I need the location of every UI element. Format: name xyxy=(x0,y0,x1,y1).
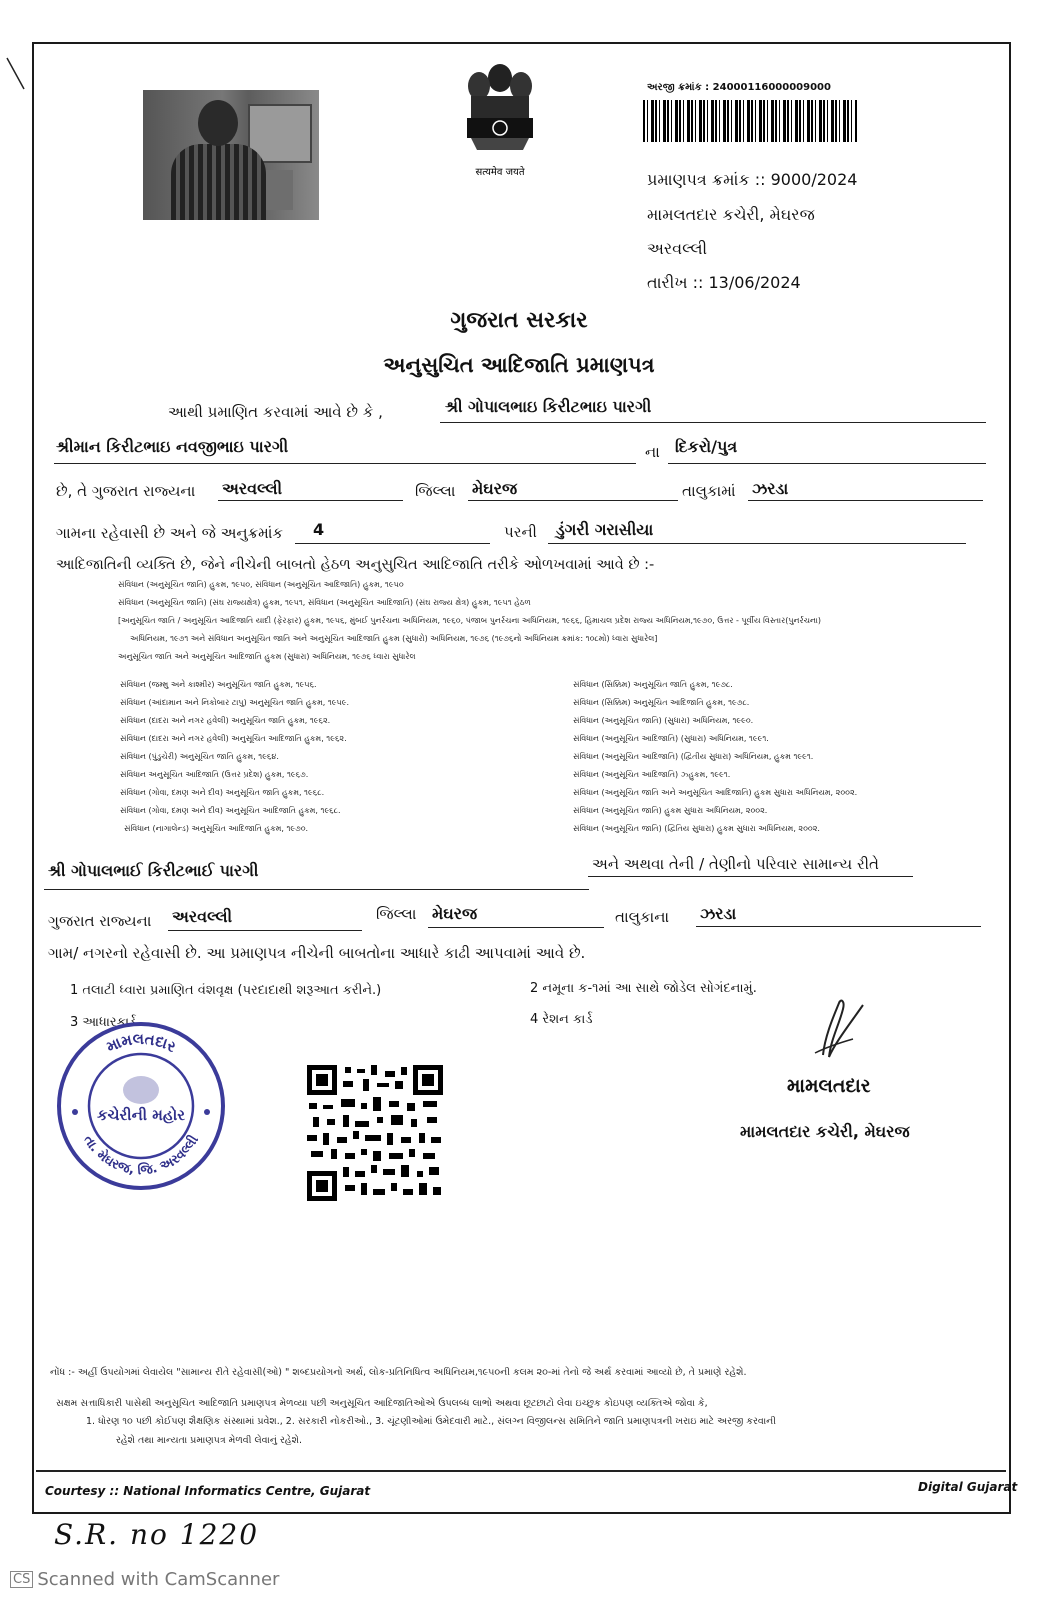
underline xyxy=(696,926,981,927)
taluka-label-2: તાલુકાના xyxy=(615,908,670,926)
certify-label: આથી પ્રમાણિત કરવામાં આવે છે કે , xyxy=(168,403,383,421)
village-value: ઝરડા xyxy=(752,479,789,498)
serial-number: 4 xyxy=(313,520,325,539)
application-number: અરજી ક્રમાંક : 24000116000009000 xyxy=(647,82,831,93)
basis-sentence: ગામ/ નગરનો રહેવાસી છે. આ પ્રમાણપત્ર નીચેની બાબતોના આધારે કાઢી આપવામાં આવે છે. xyxy=(48,944,586,962)
order-left: સંવિધાન અનુસૂચિત આદિજાતિ (ઉત્તર પ્રદેશ) હુકમ, ૧૯૬૭. xyxy=(120,770,309,779)
scanner-watermark xyxy=(10,1569,279,1590)
village-value-2: ઝરડા xyxy=(700,904,737,923)
district-value-2: અરવલ્લી xyxy=(172,907,233,926)
district-value: અરવલ્લી xyxy=(222,479,283,498)
emblem-caption: सत्यमेव जयते xyxy=(475,167,525,178)
order-right: સંવિધાન (અનુસૂચિત જાતિ) (દ્વિતિય સુધારા) હુકમ સુધારા અધિનિયમ, ૨૦૦૨. xyxy=(573,824,820,833)
order-left: સંવિધાન (દાદરા અને નગર હવેલી) અનુસૂચિત જાતિ હુકમ, ૧૯૬૨. xyxy=(120,716,331,725)
order-right: સંવિધાન (અનુસૂચિત જાતિ) (સુધારા) અધિનિયમ, ૧૯૯૦. xyxy=(573,716,754,725)
underline xyxy=(218,500,403,501)
taluka-label: તાલુકામાં xyxy=(682,482,736,500)
note-line: 1. ધોરણ ૧૦ પછી કોઈપણ શૈક્ષણિક સંસ્થામાં પ્રવેશ., 2. સરકારી નોકરીઓ., 3. ચૂંટણીઓમાં ઉમેદવારી માટે., સંલગ્ન વિજીલન્સ સમિતિને જાતિ પ્રમાણપત્રની ખરાઇ માટે અરજી કરવાની xyxy=(86,1416,776,1427)
applicant-photo xyxy=(143,90,319,220)
order-line: અનુસૂચિત જાતિ અને અનુસૂચિત આદિજાતિ હુકમ (સુધારા) અધિનિયમ, ૧૯૭૬ ધ્વારા સુધારેલ xyxy=(118,652,416,661)
office-seal-stamp xyxy=(55,1020,227,1192)
district-label-2: જિલ્લા xyxy=(376,905,417,923)
footer-credit: Courtesy :: National Informatics Centre, Gujarat xyxy=(45,1484,371,1498)
stamp-bottom-text: તા. મેઘરજ, જિ. અરવલ્લી xyxy=(80,1133,202,1179)
order-right: સંવિધાન (અનુસૂચિત આદિજાતિ) ઝ્હુકમ, ૧૯૯૧. xyxy=(573,770,731,779)
underline xyxy=(668,463,986,464)
order-left: સંવિધાન (આંદામાન અને નિકોબાર ટાપુ) અનુસૂચિત જાતિ હુકમ, ૧૯૫૯. xyxy=(120,698,350,707)
footer-divider xyxy=(36,1470,1006,1472)
na-label: ના xyxy=(645,443,660,461)
father-name: શ્રીમાન કિરીટભાઇ નવજીભાઇ પારગી xyxy=(56,437,289,456)
underline xyxy=(168,930,362,931)
family-text: અને અથવા તેની / તેણીનો પરિવાર સામાન્ય રીતે xyxy=(592,855,879,873)
svg-text:તા. મેઘરજ, જિ. અરવલ્લી xyxy=(80,1132,202,1179)
issue-date: તારીખ :: 13/06/2024 xyxy=(647,273,801,292)
underline xyxy=(588,876,913,877)
order-right: સંવિધાન (અનુસૂચિત આદિજાતિ) (સુધારા) અધિનિયમ, ૧૯૯૧. xyxy=(573,734,769,743)
signature xyxy=(805,995,875,1065)
issuing-district: અરવલ્લી xyxy=(647,239,708,258)
stamp-center-text: કચેરીની મહોર xyxy=(96,1106,186,1124)
order-line: [અનુસૂચિત જાતિ / અનુસૂચિત આદિજાતિ યાદી (ફેરફાર) હુકમ, ૧૯૫૬, મુંબઈ પુનર્રચના અધિનિયમ, ૧૯૬૦, પંજાબ પુનર્રચના અધિનિયમ, ૧૯૬૬, હિમાચલ પ્રદેશ રાજ્ય અધિનિયમ,૧૯૭૦, ઉત્તર - પૂર્વીય વિસ્તાર(પુનર્રચના) xyxy=(118,616,822,625)
footer-brand: Digital Gujarat xyxy=(918,1480,1018,1494)
note-line: રહેશે તથા માન્યતા પ્રમાણપત્ર મેળવી લેવાનું રહેશે. xyxy=(116,1435,302,1446)
order-left: સંવિધાન (પુંડુચેરી) અનુસૂચિત જાતિ હુકમ, ૧૯૬૪. xyxy=(120,752,279,761)
issuing-office: મામલતદાર કચેરી, મેઘરજ xyxy=(647,205,815,224)
order-right: સંવિધાન (અનુસૂચિત જાતિ અને અનુસૂચિત આદિજાતિ) હુકમ સુધારા અધિનિયમ, ૨૦૦૨. xyxy=(573,788,858,797)
underline xyxy=(295,543,490,544)
note-line: નોંધ :- અહીં ઉપયોગમાં લેવાયેલ "સામાન્ય રીતે રહેવાસી(ઓ) " શબ્દપ્રયોગનો અર્થ, લોક-પ્રતિનિધિત્વ અધિનિયમ,૧૯૫૦ની કલમ ૨૦-માં તેનો જે અર્થ કરવામાં આવ્યો છે, તે પ્રમાણે રહેશે. xyxy=(50,1367,747,1378)
order-left: સંવિધાન (ગોવા, દમણ અને દીવ) અનુસૂચિત આદિજાતિ હુકમ, ૧૯૬૮. xyxy=(120,806,341,815)
order-left: સંવિધાન (જમ્મુ અને કાશ્મીર) અનુસૂચિત જાતિ હુકમ, ૧૯૫૬. xyxy=(120,680,317,689)
barcode xyxy=(643,100,857,142)
stamp-top-text: મામલતદાર xyxy=(103,1029,179,1057)
parni-label: પરની xyxy=(504,523,537,541)
scan-mark xyxy=(4,55,28,95)
underline xyxy=(748,500,983,501)
underline xyxy=(428,927,604,928)
order-line: સંવિધાન (અનુસૂચિત જાતિ) હુકમ, ૧૯૫૦, સંવિધાન (અનુસૂચિત આદિજાતિ) હુકમ, ૧૯૫૦ xyxy=(118,580,404,589)
order-right: સંવિધાન (સિક્કિમ) અનુસૂચિત જાતિ હુકમ, ૧૯૭૮. xyxy=(573,680,733,689)
taluka-value: મેઘરજ xyxy=(472,479,518,498)
order-left: સંવિધાન (ગોવા, દમણ અને દીવ) અનુસૂચિત જાતિ હુકમ, ૧૯૬૮. xyxy=(120,788,325,797)
government-title: ગુજરાત સરકાર xyxy=(450,308,588,333)
relation: દિકરો/પુત્ર xyxy=(675,437,738,456)
resident-label: ગામના રહેવાસી છે અને જે અનુક્રમાંક xyxy=(56,524,284,542)
underline xyxy=(468,500,678,501)
svg-text:મામલતદાર xyxy=(104,1030,179,1056)
document-item: 3 આધારકાર્ડ xyxy=(70,1015,137,1030)
underline xyxy=(54,463,636,464)
tribe-name: ડુંગરી ગરાસીયા xyxy=(556,520,654,539)
order-right: સંવિધાન (સિક્કિમ) અનુસૂચિત આદિજાતિ હુકમ, ૧૯૭૮. xyxy=(573,698,750,707)
order-right: સંવિધાન (અનુસૂચિત જાતિ) હુકમ સુધારા અધિનિયમ, ૨૦૦૨. xyxy=(573,806,768,815)
signatory-office: મામલતદાર કચેરી, મેઘરજ xyxy=(740,1122,910,1141)
tribe-sentence: આદિજાતિની વ્યક્તિ છે, જેને નીચેની બાબતો હેઠળ અનુસુચિત આદિજાતિ તરીકે ઓળખવામાં આવે છે :- xyxy=(56,557,655,573)
note-line: સક્ષમ સત્તાધિકારી પાસેથી અનુસૂચિત આદિજાતિ પ્રમાણપત્ર મેળવ્યા પછી અનુસૂચિત આદિજાતિઓએ ઉપલબ્ધ લાભો અથવા છૂટછાટો લેવા ઇચ્છુક કોઇપણ વ્યક્તિએ જોવા કે, xyxy=(56,1398,708,1409)
order-line: અધિનિયમ, ૧૯૭૧ અને સંવિધાન અનુસૂચિત જાતિ અને અનુસૂચિત આદિજાતિ હુકમ (સુધારો) અધિનિયમ, ૧૯૭૬ (૧૯૭૬નો અધિનિયમ ક્રમાંક: ૧૦૮મો) ધ્વારા સુધારેલ] xyxy=(130,634,658,643)
national-emblem-icon xyxy=(457,58,543,182)
underline xyxy=(548,543,966,544)
taluka-value-2: મેઘરજ xyxy=(432,904,478,923)
order-left: સંવિધાન (દાદરા અને નગર હવેલી) અનુસૂચિત આદિજાતિ હુકમ, ૧૯૬૨. xyxy=(120,734,347,743)
district-label: જિલ્લા xyxy=(415,482,456,500)
order-left: સંવિધાન (નાગાલેન્ડ) અનુસૂચિત આદિજાતિ હુકમ, ૧૯૭૦. xyxy=(124,824,309,833)
document-item: 2 નમૂના ક-૧માં આ સાથે જોડેલ સોગંદનામું. xyxy=(530,981,757,996)
camscanner-icon: CS xyxy=(10,1571,33,1588)
order-right: સંવિધાન (અનુસૂચિત આદિજાતિ) (દ્વિતીય સુધારા) અધિનિયમ, હુકમ ૧૯૯૧. xyxy=(573,752,814,761)
certificate-number: પ્રમાણપત્ર ક્રમાંક :: 9000/2024 xyxy=(647,170,858,189)
document-item: 4 રેશન કાર્ડ xyxy=(530,1012,593,1027)
qr-code xyxy=(307,1065,443,1201)
scanner-text: Scanned with CamScanner xyxy=(37,1569,280,1590)
underline xyxy=(44,889,589,890)
order-line: સંવિધાન (અનુસૂચિત જાતિ) (સંઘ રાજ્યક્ષેત્ર) હુકમ, ૧૯૫૧, સંવિધાન (અનુસૂચિત આદિજાતિ) (સંઘ રાજ્ય ક્ષેત્ર) હુકમ, ૧૯૫૧ હેઠળ xyxy=(118,598,531,607)
handwritten-serial: S.R. no 1220 xyxy=(54,1518,260,1551)
applicant-name: શ્રી ગોપાલભાઇ કિરીટભાઇ પારગી xyxy=(445,397,652,416)
signatory-title: મામલતદાર xyxy=(787,1075,871,1097)
certificate-title: અનુસુચિત આદિજાતિ પ્રમાણપત્ર xyxy=(383,353,655,377)
document-item: 1 તલાટી ધ્વારા પ્રમાણિત વંશવૃક્ષ (પરદાદાથી શરૂઆત કરીને.) xyxy=(70,983,382,998)
state-label: છે, તે ગુજરાત રાજ્યના xyxy=(56,482,196,500)
second-name: શ્રી ગોપાલભાઈ કિરીટભાઈ પારગી xyxy=(48,861,259,880)
underline xyxy=(440,422,986,423)
state-label-2: ગુજરાત રાજ્યના xyxy=(48,912,152,930)
